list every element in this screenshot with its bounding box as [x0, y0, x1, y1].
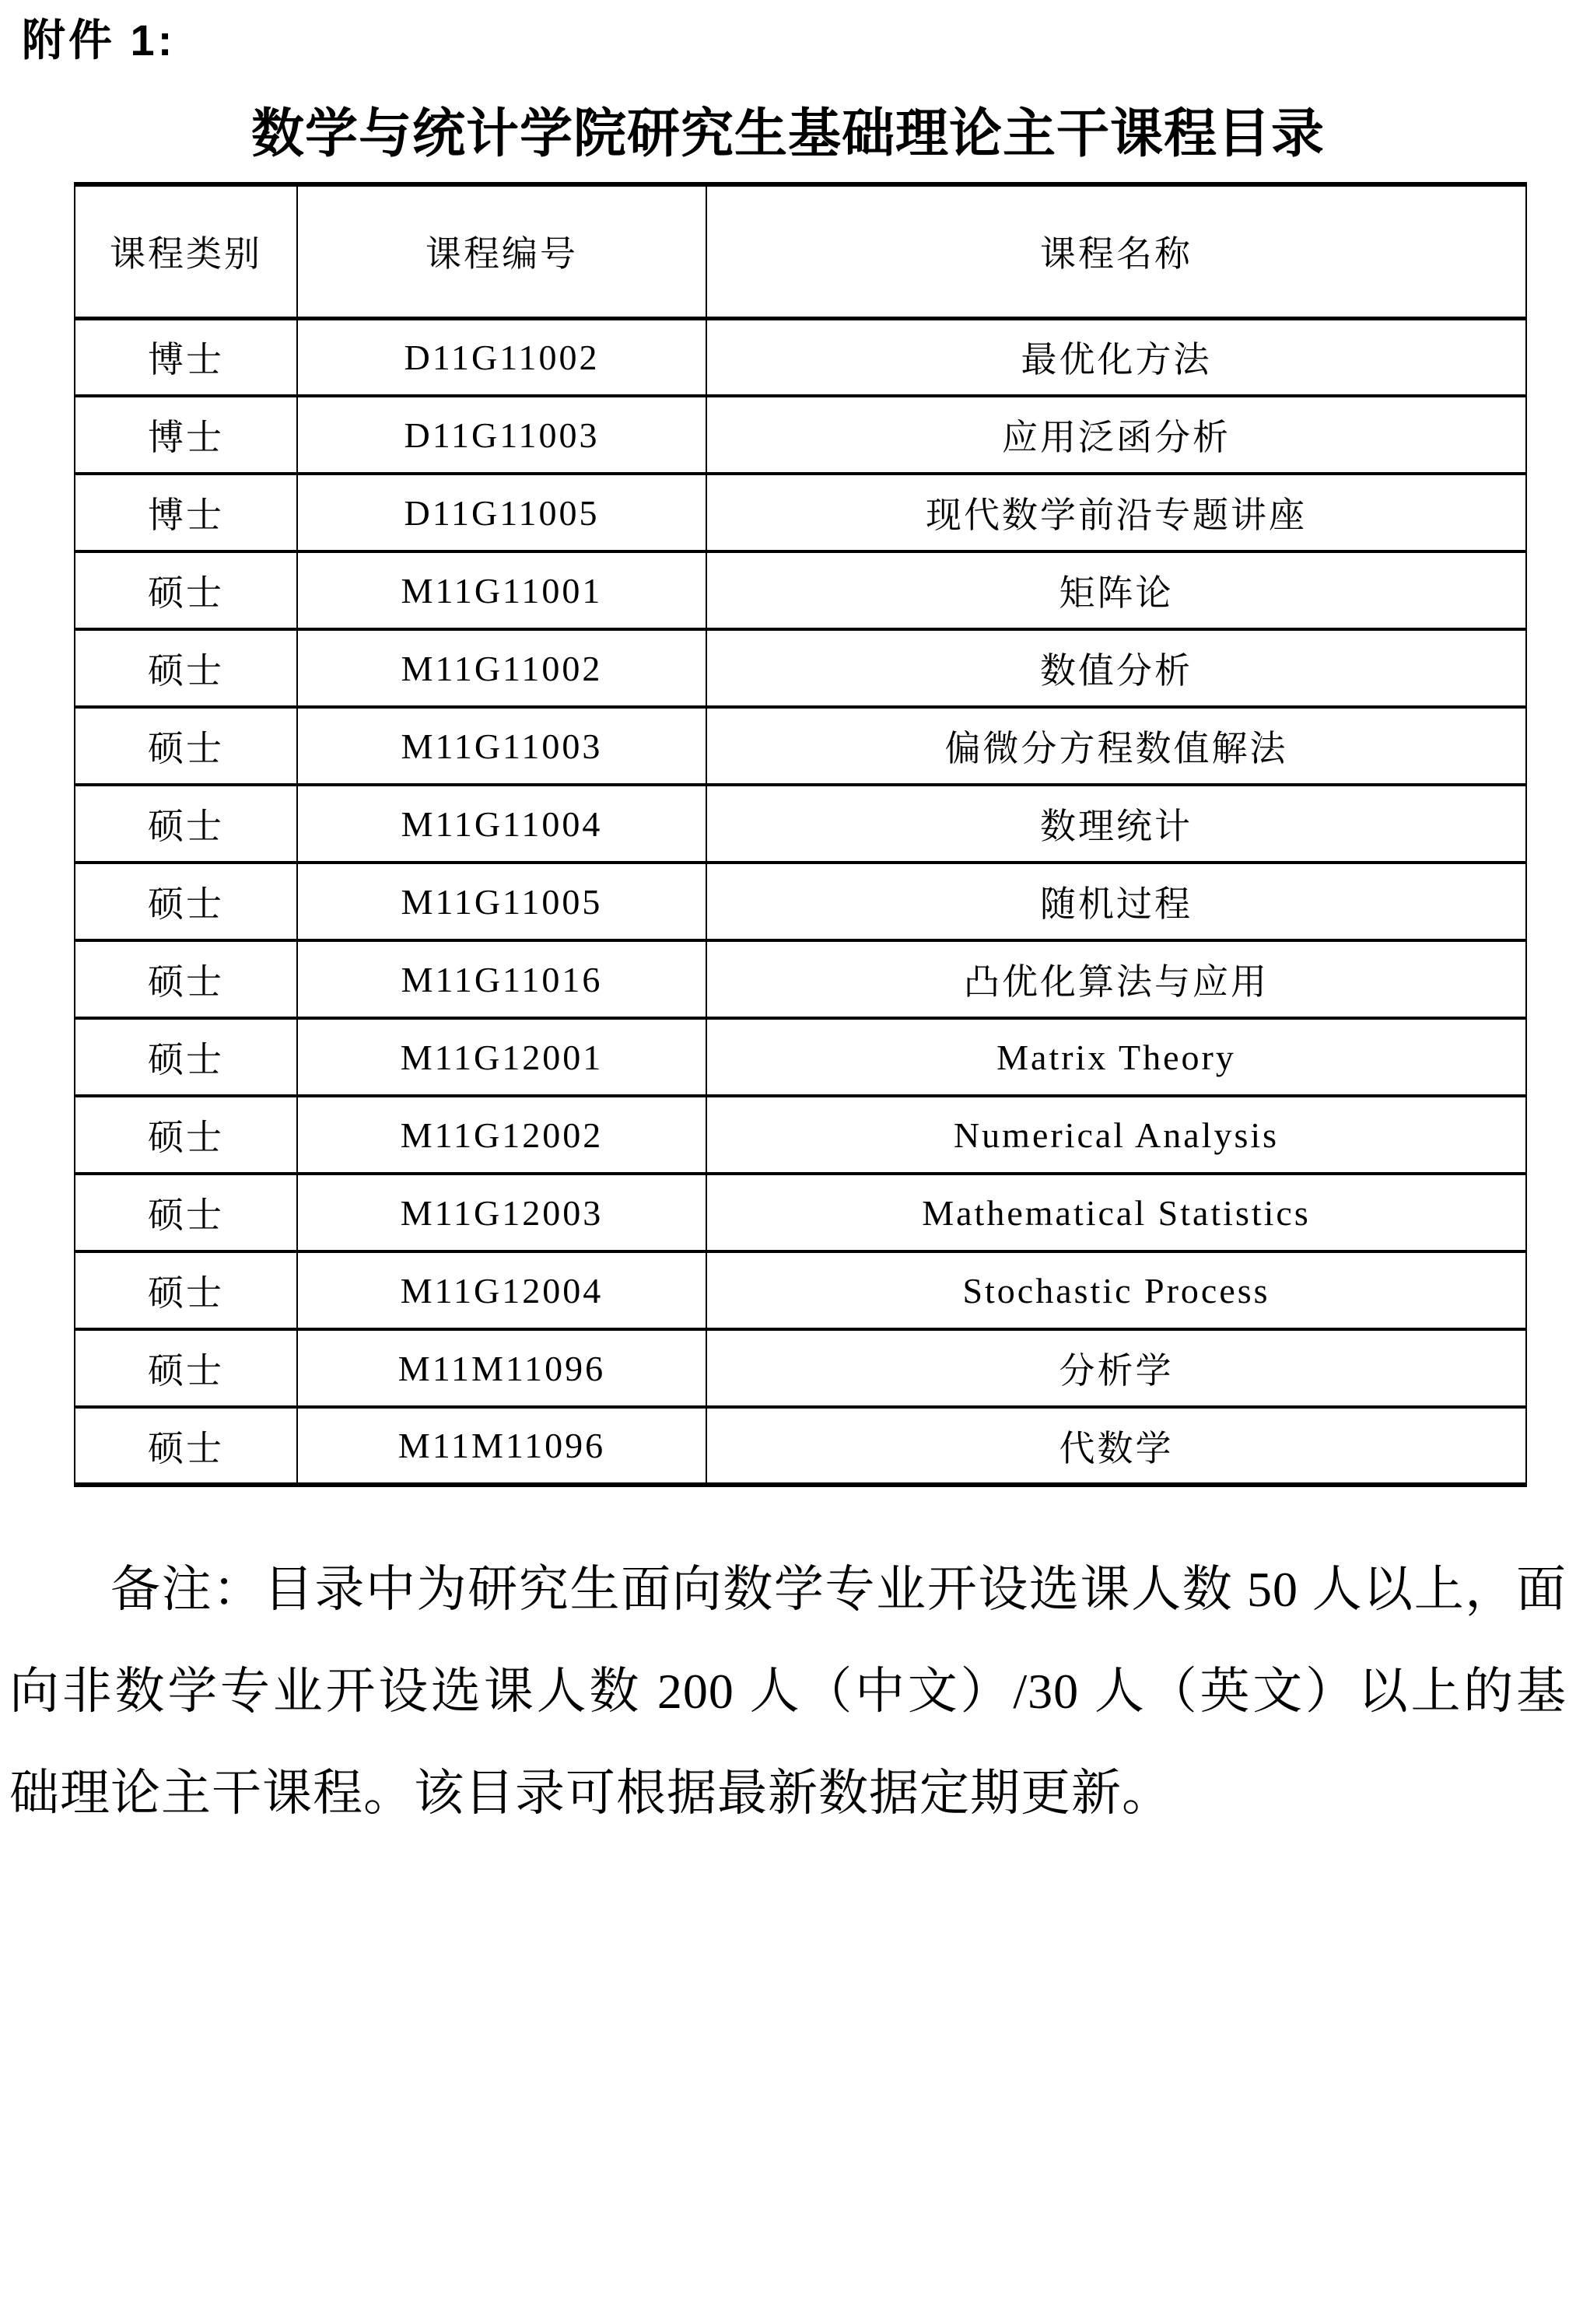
table-row — [75, 396, 1526, 474]
table-header-row — [75, 184, 1526, 318]
table-row — [75, 629, 1526, 707]
table-row — [75, 940, 1526, 1018]
table-row — [75, 318, 1526, 396]
table-row — [75, 707, 1526, 785]
cell-code: D11G11005 — [297, 474, 706, 551]
table-row — [75, 474, 1526, 551]
cell-name: 随机过程 — [706, 863, 1526, 940]
cell-code: M11G12004 — [297, 1251, 706, 1329]
table-row — [75, 863, 1526, 940]
cell-name: 数理统计 — [706, 785, 1526, 863]
footnote-line: 备注：目录中为研究生面向数学专业开设选课人数 50 人以上，面 — [110, 1562, 1567, 1617]
cell-code: M11G11002 — [297, 629, 706, 707]
cell-category: 硕士 — [75, 1018, 297, 1096]
cell-code: D11G11002 — [297, 318, 706, 396]
cell-code: M11G11001 — [297, 551, 706, 629]
cell-category: 硕士 — [75, 551, 297, 629]
footnote-line: 向非数学专业开设选课人数 200 人（中文）/30 人（英文）以上的基 — [9, 1664, 1567, 1719]
cell-code: M11M11096 — [297, 1407, 706, 1485]
cell-category: 硕士 — [75, 1329, 297, 1407]
cell-code: D11G11003 — [297, 396, 706, 474]
cell-code: M11G11005 — [297, 863, 706, 940]
cell-name: 数值分析 — [706, 629, 1526, 707]
table-row — [75, 1329, 1526, 1407]
cell-code: M11G11004 — [297, 785, 706, 863]
attachment-label: 附件 1: — [22, 16, 176, 65]
table-row — [75, 1018, 1526, 1096]
cell-category: 博士 — [75, 474, 297, 551]
page-title: 数学与统计学院研究生基础理论主干课程目录 — [250, 104, 1325, 163]
cell-code: M11G12002 — [297, 1096, 706, 1174]
cell-code: M11M11096 — [297, 1329, 706, 1407]
cell-name: 分析学 — [706, 1329, 1526, 1407]
table-row — [75, 1407, 1526, 1485]
cell-name: 现代数学前沿专题讲座 — [706, 474, 1526, 551]
cell-category: 博士 — [75, 318, 297, 396]
table-row — [75, 1096, 1526, 1174]
cell-name: Numerical Analysis — [706, 1096, 1526, 1174]
cell-category: 硕士 — [75, 1251, 297, 1329]
cell-category: 硕士 — [75, 707, 297, 785]
cell-code: M11G11016 — [297, 940, 706, 1018]
table-row — [75, 1174, 1526, 1251]
cell-name: Matrix Theory — [706, 1018, 1526, 1096]
cell-category: 硕士 — [75, 863, 297, 940]
course-table — [74, 182, 1527, 1487]
table-row — [75, 1251, 1526, 1329]
cell-name: Stochastic Process — [706, 1251, 1526, 1329]
cell-code: M11G12001 — [297, 1018, 706, 1096]
cell-category: 硕士 — [75, 1407, 297, 1485]
cell-category: 硕士 — [75, 1096, 297, 1174]
cell-code: M11G12003 — [297, 1174, 706, 1251]
cell-name: 应用泛函分析 — [706, 396, 1526, 474]
column-header-code: 课程编号 — [297, 184, 706, 318]
cell-name: Mathematical Statistics — [706, 1174, 1526, 1251]
cell-name: 最优化方法 — [706, 318, 1526, 396]
column-header-name: 课程名称 — [706, 184, 1526, 318]
cell-name: 矩阵论 — [706, 551, 1526, 629]
cell-category: 硕士 — [75, 629, 297, 707]
cell-name: 代数学 — [706, 1407, 1526, 1485]
table-row — [75, 785, 1526, 863]
cell-name: 偏微分方程数值解法 — [706, 707, 1526, 785]
cell-category: 硕士 — [75, 940, 297, 1018]
table-row — [75, 551, 1526, 629]
column-header-category: 课程类别 — [75, 184, 297, 318]
cell-name: 凸优化算法与应用 — [706, 940, 1526, 1018]
footnote — [9, 1538, 1567, 1844]
footnote-line: 础理论主干课程。该目录可根据最新数据定期更新。 — [9, 1766, 1172, 1821]
cell-code: M11G11003 — [297, 707, 706, 785]
cell-category: 博士 — [75, 396, 297, 474]
cell-category: 硕士 — [75, 1174, 297, 1251]
cell-category: 硕士 — [75, 785, 297, 863]
